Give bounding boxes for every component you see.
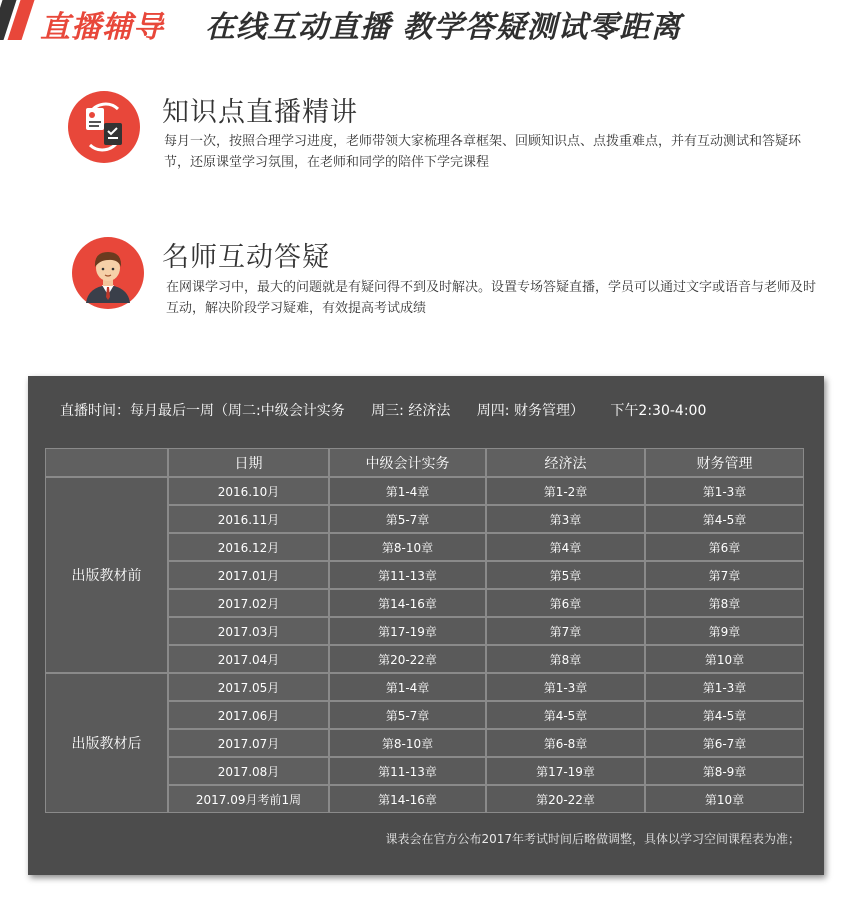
table-header-row	[45, 448, 804, 477]
header-cell: 日期	[168, 448, 329, 477]
cell: 第10章	[645, 785, 804, 813]
cell: 第7章	[645, 561, 804, 589]
cell: 第14-16章	[329, 589, 486, 617]
cell: 第20-22章	[486, 785, 645, 813]
date-cell: 2017.03月	[168, 617, 329, 645]
header-cell	[45, 448, 168, 477]
schedule-note: 课表会在官方公布2017年考试时间后略做调整，具体以学习空间课程表为准；	[385, 832, 800, 846]
header-banner	[0, 0, 852, 44]
date-cell: 2017.05月	[168, 673, 329, 701]
schedule-panel	[28, 376, 824, 875]
group-label: 出版教材后	[45, 673, 168, 813]
cell: 第8章	[486, 645, 645, 673]
header-cell: 财务管理	[645, 448, 804, 477]
date-cell: 2017.01月	[168, 561, 329, 589]
date-cell: 2017.02月	[168, 589, 329, 617]
cell: 第9章	[645, 617, 804, 645]
cell: 第8-10章	[329, 533, 486, 561]
banner-tag: 直播辅导	[40, 10, 164, 45]
cell: 第14-16章	[329, 785, 486, 813]
cell: 第8-9章	[645, 757, 804, 785]
schedule-table	[45, 448, 804, 813]
document-checklist-icon	[68, 91, 140, 163]
cell: 第5-7章	[329, 505, 486, 533]
schedule-label: 直播时间：每月最后一周（周二:中级会计实务	[60, 403, 345, 419]
cell: 第10章	[645, 645, 804, 673]
cell: 第11-13章	[329, 561, 486, 589]
date-cell: 2016.12月	[168, 533, 329, 561]
teacher-avatar-icon	[72, 237, 144, 309]
cell: 第17-19章	[329, 617, 486, 645]
cell: 第8章	[645, 589, 804, 617]
cell: 第4-5章	[486, 701, 645, 729]
feature-title: 名师互动答疑	[162, 242, 330, 273]
header-cell: 经济法	[486, 448, 645, 477]
cell: 第11-13章	[329, 757, 486, 785]
date-cell: 2017.07月	[168, 729, 329, 757]
date-cell: 2017.09月考前1周	[168, 785, 329, 813]
schedule-wednesday: 周三: 经济法	[371, 403, 451, 419]
cell: 第4-5章	[645, 505, 804, 533]
feature-title: 知识点直播精讲	[162, 97, 358, 128]
cell: 第17-19章	[486, 757, 645, 785]
date-cell: 2017.08月	[168, 757, 329, 785]
cell: 第7章	[486, 617, 645, 645]
cell: 第8-10章	[329, 729, 486, 757]
cell: 第6章	[645, 533, 804, 561]
group-label: 出版教材前	[45, 477, 168, 673]
cell: 第20-22章	[329, 645, 486, 673]
cell: 第1-4章	[329, 673, 486, 701]
cell: 第6章	[486, 589, 645, 617]
cell: 第6-7章	[645, 729, 804, 757]
table-row	[45, 673, 804, 701]
table-row	[45, 477, 804, 505]
cell: 第6-8章	[486, 729, 645, 757]
cell: 第1-4章	[329, 477, 486, 505]
header-cell: 中级会计实务	[329, 448, 486, 477]
schedule-time: 下午2:30-4:00	[610, 403, 707, 419]
schedule-thursday: 周四: 财务管理）	[476, 403, 584, 419]
banner-title: 在线互动直播 教学答疑测试零距离	[205, 10, 682, 45]
cell: 第4-5章	[645, 701, 804, 729]
date-cell: 2017.04月	[168, 645, 329, 673]
schedule-info	[60, 400, 728, 420]
date-cell: 2016.10月	[168, 477, 329, 505]
cell: 第4章	[486, 533, 645, 561]
date-cell: 2017.06月	[168, 701, 329, 729]
cell: 第1-3章	[645, 477, 804, 505]
feature-description: 在网课学习中，最大的问题就是有疑问得不到及时解决。设置专场答疑直播，学员可以通过文字或语音与老师及时互动，解决阶段学习疑难，有效提高考试成绩	[166, 280, 817, 316]
cell: 第1-3章	[486, 673, 645, 701]
cell: 第3章	[486, 505, 645, 533]
feature-description: 每月一次，按照合理学习进度，老师带领大家梳理各章框架、回顾知识点、点拨重难点，并有互动测试和答疑环节，还原课堂学习氛围，在老师和同学的陪伴下学完课程	[164, 134, 802, 170]
cell: 第1-3章	[645, 673, 804, 701]
date-cell: 2016.11月	[168, 505, 329, 533]
cell: 第5章	[486, 561, 645, 589]
cell: 第1-2章	[486, 477, 645, 505]
cell: 第5-7章	[329, 701, 486, 729]
